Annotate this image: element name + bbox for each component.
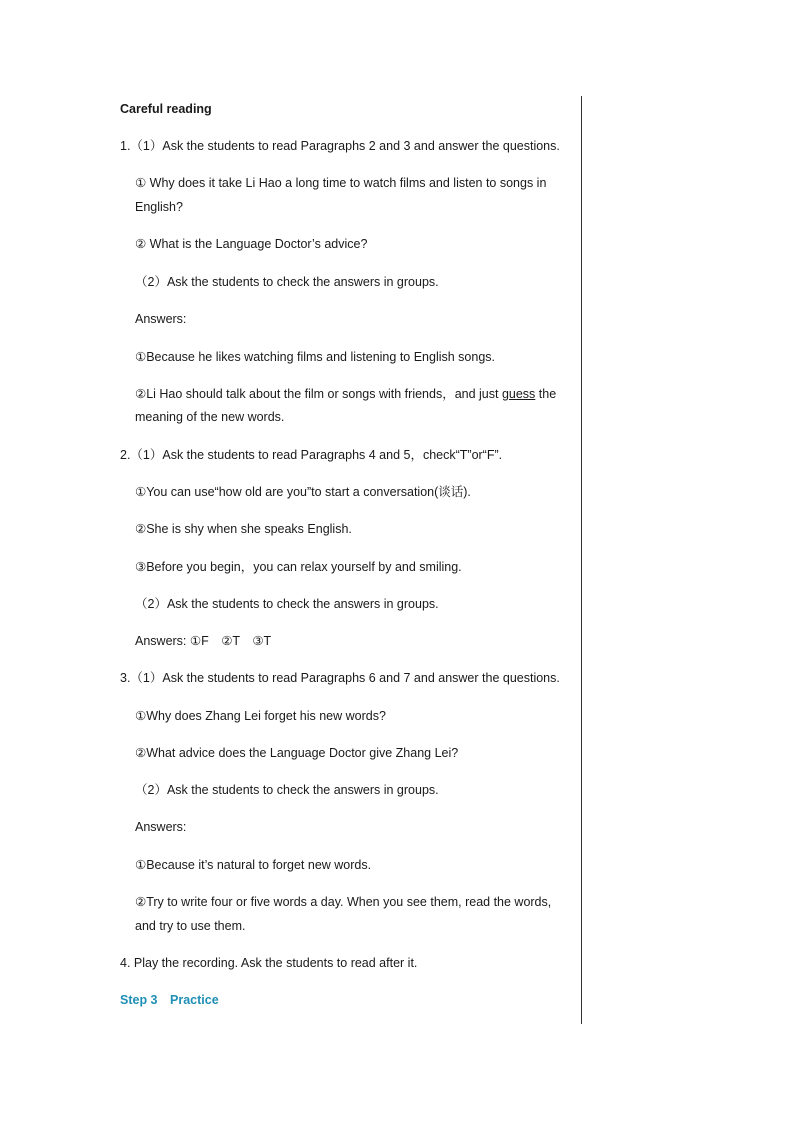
q1-answers-label: Answers: — [135, 312, 187, 326]
q1-item1-cont: English? — [135, 200, 183, 214]
q3-answer1: ①Because it’s natural to forget new words. — [135, 858, 372, 872]
q2-item3: ③Before you begin，you can relax yourself by and smiling. — [135, 560, 462, 574]
q3-title: 3.（1）Ask the students to read Paragraphs 6 and 7 and answer the questions. — [120, 671, 560, 685]
q1-answer2-tail: the — [535, 387, 557, 401]
q1-answer2-text: ②Li Hao should talk about the film or songs with friends，and just — [135, 387, 502, 401]
q1-answer1: ①Because he likes watching films and listening to English songs. — [135, 350, 496, 364]
q3-answers-label: Answers: — [135, 820, 187, 834]
q1-item2: ② What is the Language Doctor’s advice? — [135, 237, 368, 251]
q2-item2: ②She is shy when she speaks English. — [135, 522, 352, 536]
q2-answers: Answers: ①F ②T ③T — [135, 634, 272, 648]
q3-item1: ①Why does Zhang Lei forget his new words? — [135, 709, 386, 723]
q2-title: 2.（1）Ask the students to read Paragraphs 4 and 5，check“T”or“F”. — [120, 448, 503, 462]
q3-part2: （2）Ask the students to check the answers in groups. — [135, 783, 439, 797]
underlined-word: guess — [501, 387, 536, 401]
q3-answer2: ②Try to write four or five words a day. When you see them, read the words, — [135, 895, 552, 909]
q1-answer2 — [135, 386, 556, 402]
section-heading: Careful reading — [120, 102, 212, 116]
q2-part2: （2）Ask the students to check the answers in groups. — [135, 597, 439, 611]
q4-title: 4. Play the recording. Ask the students to read after it. — [120, 956, 418, 970]
q1-title: 1.（1）Ask the students to read Paragraphs 2 and 3 and answer the questions. — [120, 139, 560, 153]
step3-heading: Step 3 Practice — [120, 993, 219, 1007]
q3-item2: ②What advice does the Language Doctor give Zhang Lei? — [135, 746, 459, 760]
q1-part2: （2）Ask the students to check the answers in groups. — [135, 275, 439, 289]
q2-item1: ①You can use“how old are you”to start a conversation(谈话). — [135, 485, 471, 499]
q3-answer2-cont: and try to use them. — [135, 919, 246, 933]
q1-item1: ① Why does it take Li Hao a long time to watch films and listen to songs in — [135, 176, 547, 190]
q1-answer2-cont: meaning of the new words. — [135, 410, 285, 424]
vertical-divider — [581, 96, 582, 1024]
